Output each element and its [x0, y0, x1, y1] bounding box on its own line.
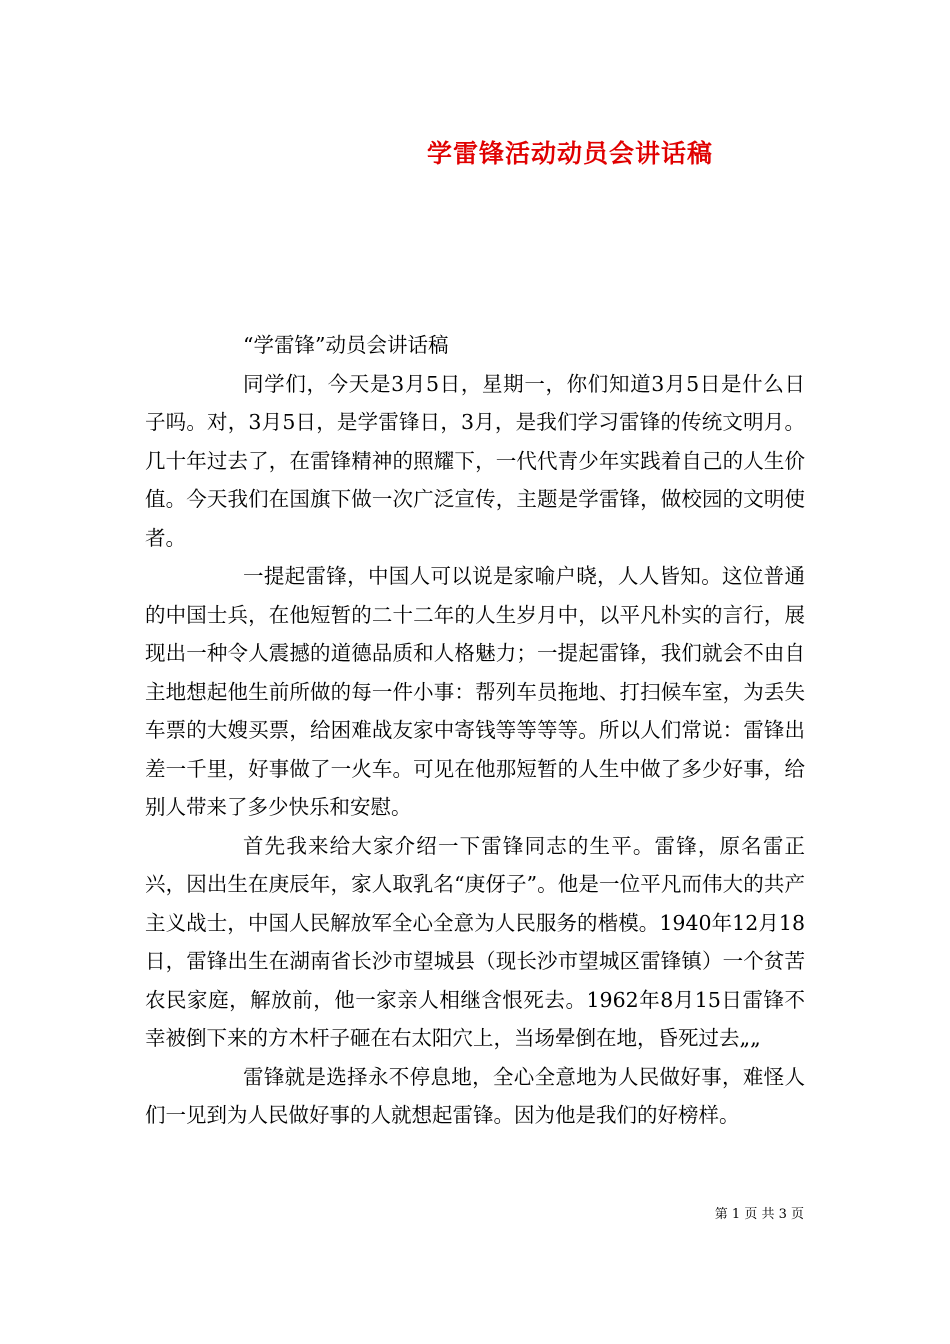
paragraph-2: 一提起雷锋，中国人可以说是家喻户晓，人人皆知。这位普通的中国士兵，在他短暂的二十二年的人生岁月中，以平凡朴实的言行，展现出一种令人震撼的道德品质和人格魅力；一提起雷锋，我们就会不由自主地想起他生前所做的每一件小事：帮列车员拖地、打扫候车室，为丢失车票的大嫂买票，给困难战友家中寄钱等等等等。所以人们常说：雷锋出差一千里，好事做了一火车。可见在他那短暂的人生中做了多少好事，给别人带来了多少快乐和安慰。: [145, 564, 805, 819]
document-title: 学雷锋活动动员会讲话稿: [426, 139, 713, 168]
paragraph-1: 同学们，今天是3月5日，星期一，你们知道3月5日是什么日子吗。对，3月5日，是学雷锋日，3月，是我们学习雷锋的传统文明月。几十年过去了，在雷锋精神的照耀下，一代代青少年实践着自己的人生价值。今天我们在国旗下做一次广泛宣传，主题是学雷锋，做校园的文明使者。: [145, 371, 805, 550]
page-number: 第 1 页 共 3 页: [714, 1207, 804, 1222]
document-subtitle: “学雷锋”动员会讲话稿: [243, 333, 449, 357]
document-body: [145, 326, 805, 1135]
paragraph-3: 首先我来给大家介绍一下雷锋同志的生平。雷锋，原名雷正兴，因出生在庚辰年，家人取乳名“庚伢子”。他是一位平凡而伟大的共产主义战士，中国人民解放军全心全意为人民服务的楷模。1940年12月18日，雷锋出生在湖南省长沙市望城县（现长沙市望城区雷锋镇）一个贫苦农民家庭，解放前，他一家亲人相继含恨死去。1962年8月15日雷锋不幸被倒下来的方木杆子砸在右太阳穴上，当场晕倒在地，昏死过去„„: [145, 833, 805, 1050]
paragraph-4: 雷锋就是选择永不停息地，全心全意地为人民做好事，难怪人们一见到为人民做好事的人就想起雷锋。因为他是我们的好榜样。: [145, 1064, 805, 1127]
